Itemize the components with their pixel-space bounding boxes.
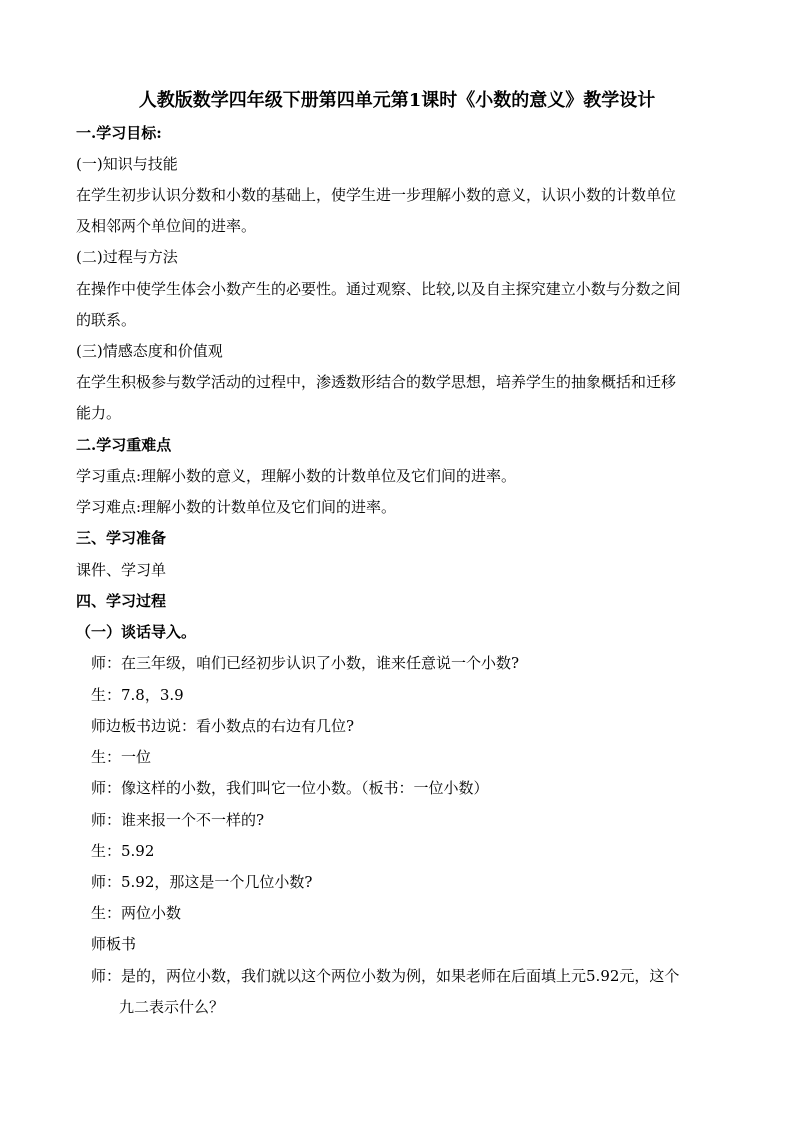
paragraph-line: 的联系。 xyxy=(76,311,137,329)
paragraph-line: 在学生积极参与数学活动的过程中，渗透数形结合的数学思想，培养学生的抽象概括和迁移 xyxy=(76,373,677,391)
dialog-line: 生：7.8，3.9 xyxy=(91,686,184,704)
subsection-1a-heading: (一)知识与技能 xyxy=(76,155,178,173)
paragraph-line: 学习重点:理解小数的意义，理解小数的计数单位及它们间的进率。 xyxy=(76,467,517,485)
dialog-line: 九二表示什么？ xyxy=(119,998,225,1016)
section-1-heading: 一.学习目标: xyxy=(76,124,162,142)
paragraph-line: 在学生初步认识分数和小数的基础上，使学生进一步理解小数的意义，认识小数的计数单位 xyxy=(76,186,677,204)
paragraph-line: 及相邻两个单位间的进率。 xyxy=(76,217,257,235)
dialog-line: 生：两位小数 xyxy=(91,904,182,922)
subsection-4a-heading: （一）谈话导入。 xyxy=(76,623,197,641)
dialog-line: 师板书 xyxy=(91,935,137,953)
dialog-line: 师：是的，两位小数，我们就以这个两位小数为例，如果老师在后面填上元5.92元，这个 xyxy=(91,967,680,985)
paragraph-line: 在操作中使学生体会小数产生的必要性。通过观察、比较,以及自主探究建立小数与分数之间 xyxy=(76,280,681,298)
dialog-line: 师边板书边说：看小数点的右边有几位? xyxy=(91,717,355,735)
dialog-line: 生：5.92 xyxy=(91,842,155,860)
dialog-line: 师：在三年级，咱们已经初步认识了小数，谁来任意说一个小数? xyxy=(91,654,520,672)
dialog-line: 师：像这样的小数，我们叫它一位小数。（板书：一位小数） xyxy=(91,779,489,797)
section-3-heading: 三、学习准备 xyxy=(76,529,167,547)
paragraph-line: 学习难点:理解小数的计数单位及它们间的进率。 xyxy=(76,498,397,516)
dialog-line: 生：一位 xyxy=(91,748,152,766)
dialog-line: 师：5.92，那这是一个几位小数? xyxy=(91,873,313,891)
paragraph-line: 课件、学习单 xyxy=(76,561,167,579)
dialog-line: 师：谁来报一个不一样的? xyxy=(91,811,265,829)
section-4-heading: 四、学习过程 xyxy=(76,592,167,610)
subsection-1b-heading: (二)过程与方法 xyxy=(76,248,178,266)
subsection-1c-heading: (三)情感态度和价值观 xyxy=(76,342,223,360)
document-title: 人教版数学四年级下册第四单元第1课时《小数的意义》教学设计 xyxy=(138,90,656,111)
section-2-heading: 二.学习重难点 xyxy=(76,436,172,454)
paragraph-line: 能力。 xyxy=(76,404,122,422)
